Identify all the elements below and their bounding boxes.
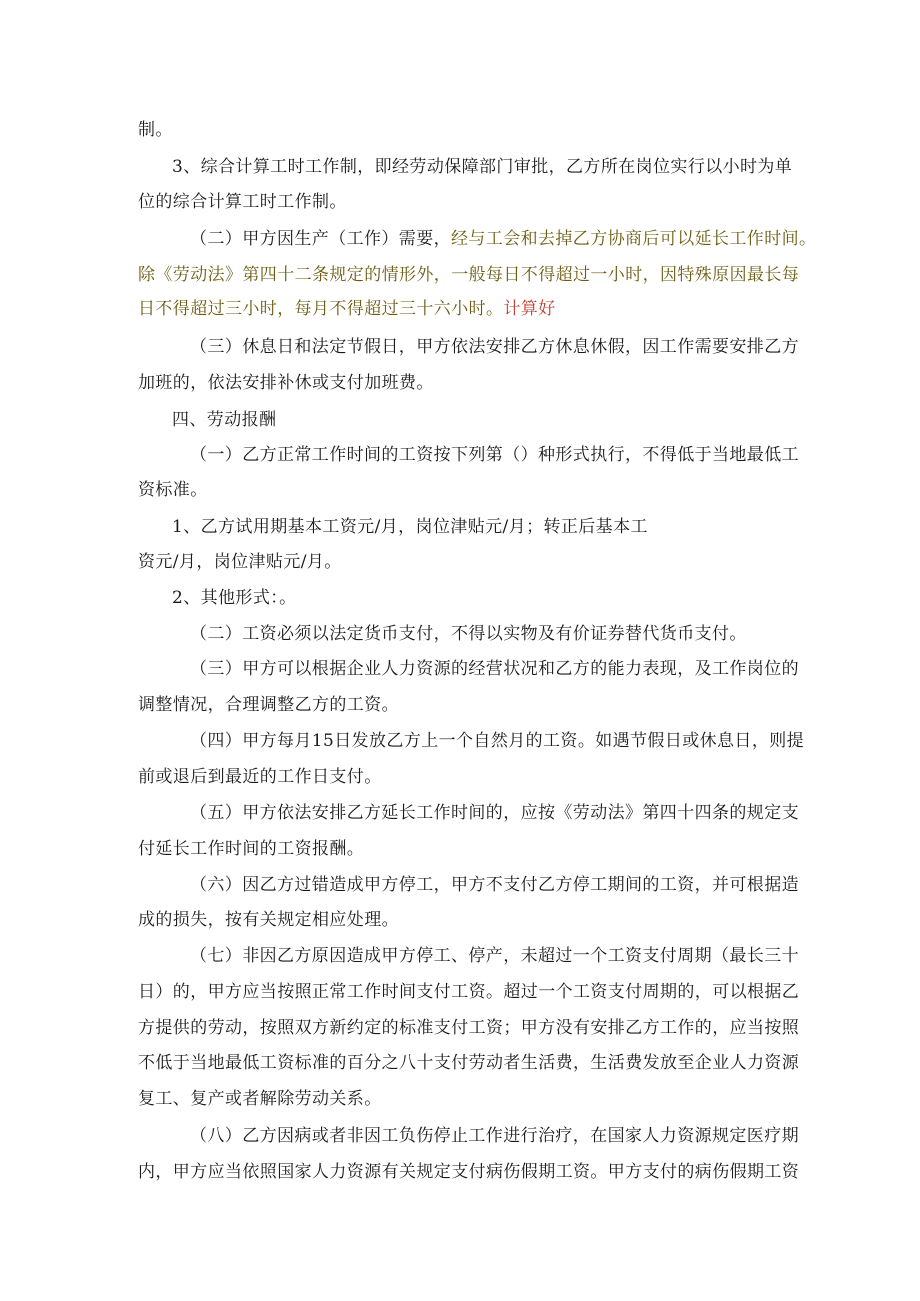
text-line: （六）因乙方过错造成甲方停工，甲方不支付乙方停工期间的工资，并可根据造 bbox=[190, 875, 799, 895]
highlighted-text: 经与工会和去掉乙方协商后可以延长工作时间。 bbox=[451, 229, 817, 249]
text-line: 付延长工作时间的工资报酬。 bbox=[138, 839, 365, 859]
text-line: 1、乙方试用期基本工资元/月，岗位津贴元/月；转正后基本工 bbox=[172, 517, 648, 537]
highlighted-text: 日不得超过三小时，每月不得超过三十六小时。 bbox=[138, 299, 504, 319]
text-line: （五）甲方依法安排乙方延长工作时间的，应按《劳动法》第四十四条的规定支 bbox=[190, 803, 799, 823]
text-line: 前或退后到最近的工作日支付。 bbox=[138, 767, 382, 787]
text-line: （七）非因乙方原因造成甲方停工、停产，未超过一个工资支付周期（最长三十 bbox=[190, 946, 799, 966]
text-line: （三）休息日和法定节假日，甲方依法安排乙方休息休假，因工作需要安排乙方 bbox=[190, 337, 799, 357]
text-line: 方提供的劳动，按照双方新约定的标准支付工资；甲方没有安排乙方工作的，应当按照 bbox=[138, 1018, 800, 1038]
text-segment: （二）甲方因生产（工作）需要， bbox=[190, 229, 451, 249]
text-line: 内，甲方应当依照国家人力资源有关规定支付病伤假期工资。甲方支付的病伤假期工资 bbox=[138, 1162, 800, 1182]
text-line: 位的综合计算工时工作制。 bbox=[138, 192, 347, 212]
text-line: 2、其他形式：。 bbox=[172, 588, 297, 608]
text-line: 调整情况，合理调整乙方的工资。 bbox=[138, 695, 399, 715]
text-line: 加班的，依法安排补休或支付加班费。 bbox=[138, 373, 434, 393]
text-line: （二）工资必须以法定货币支付，不得以实物及有价证券替代货币支付。 bbox=[190, 624, 747, 644]
text-line bbox=[190, 229, 816, 249]
text-line: 资标准。 bbox=[138, 480, 208, 500]
text-line: （四）甲方每月15日发放乙方上一个自然月的工资。如遇节假日或休息日，则提 bbox=[190, 731, 805, 751]
text-line: 3、综合计算工时工作制，即经劳动保障部门审批，乙方所在岗位实行以小时为单 bbox=[172, 157, 793, 177]
red-annotation: 计算好 bbox=[503, 299, 556, 319]
text-line: 资元/月，岗位津贴元/月。 bbox=[138, 552, 342, 572]
text-line: 除《劳动法》第四十二条规定的情形外，一般每日不得超过一小时，因特殊原因最长每 bbox=[138, 265, 800, 285]
text-line: 复工、复产或者解除劳动关系。 bbox=[138, 1089, 382, 1109]
text-line: （一）乙方正常工作时间的工资按下列第（）种形式执行，不得低于当地最低工 bbox=[190, 445, 799, 465]
text-line bbox=[138, 299, 556, 319]
text-line: （三）甲方可以根据企业人力资源的经营状况和乙方的能力表现，及工作岗位的 bbox=[190, 659, 799, 679]
text-line: （八）乙方因病或者非因工负伤停止工作进行治疗，在国家人力资源规定医疗期 bbox=[190, 1126, 799, 1146]
text-line: 成的损失，按有关规定相应处理。 bbox=[138, 910, 399, 930]
text-line: 日）的，甲方应当按照正常工作时间支付工资。超过一个工资支付周期的，可以根据乙 bbox=[138, 982, 800, 1002]
section-heading: 四、劳动报酬 bbox=[172, 410, 277, 430]
text-line: 制。 bbox=[138, 120, 173, 140]
text-line: 不低于当地最低工资标准的百分之八十支付劳动者生活费，生活费发放至企业人力资源 bbox=[138, 1053, 800, 1073]
